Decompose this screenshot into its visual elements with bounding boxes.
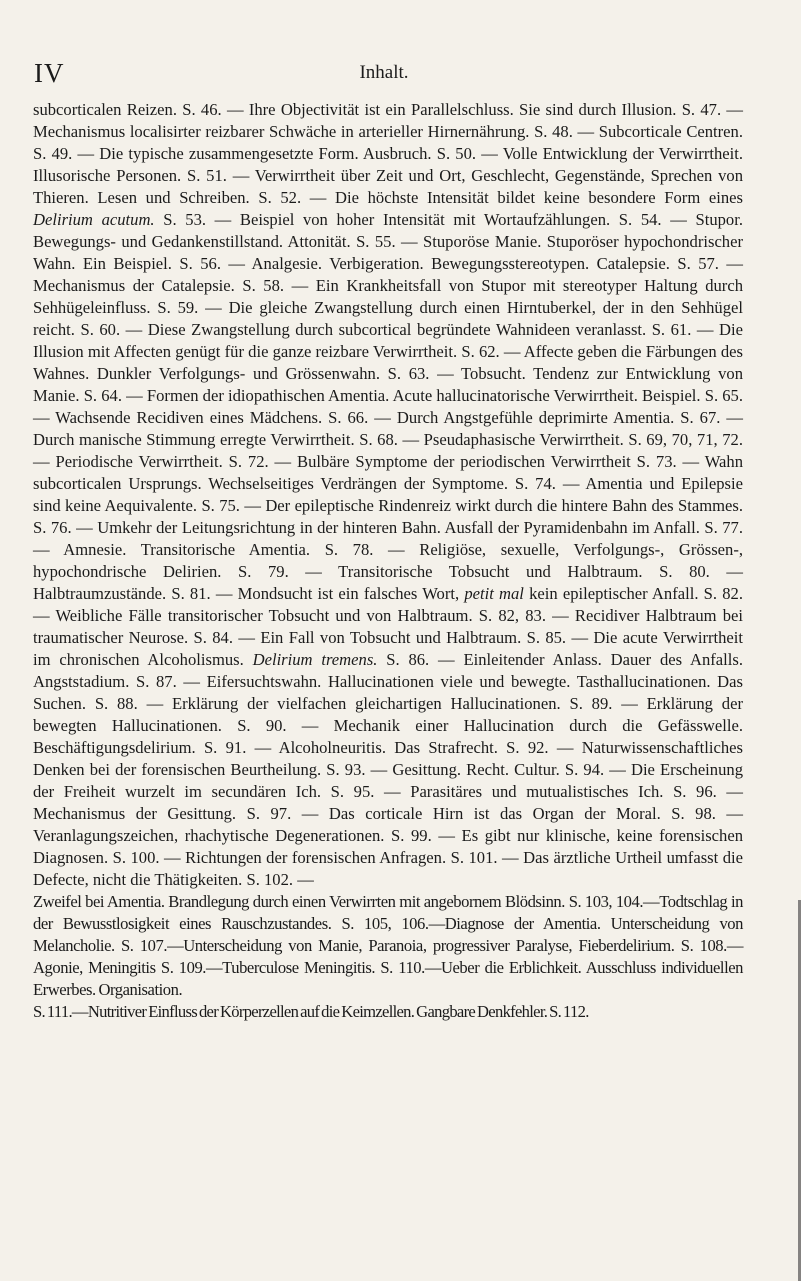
italic-term-delirium-tremens: Delirium tremens. xyxy=(252,650,378,669)
contents-last-line xyxy=(33,1001,743,1023)
contents-paragraph-compressed xyxy=(33,891,743,1001)
italic-term-petit-mal: petit mal xyxy=(464,584,524,603)
running-head: Inhalt. xyxy=(359,62,409,83)
table-of-contents-text xyxy=(33,99,743,1023)
contents-paragraph xyxy=(33,99,743,891)
contents-text-4: S. 86. — Einleitender Anlass. Dauer des Anfalls. Angststadium. S. 87. — Eifersuchtswahn. Hallucinationen viele und bewegte. Tasthallucinationen. Das Suchen. S. 88. — Erklärung der vielfachen gleichartigen Hallucinationen. S. 89. — Erklärung der bewegten Hallucinationen. S. 90. — Mechanik einer Hallucination durch die Gefässwelle. Beschäftigungsdelirium. S. 91. — Alcoholneuritis. Das Strafrecht. S. 92. — Naturwissenschaftliches Denken bei der forensischen Beurtheilung. S. 93. — Gesittung. Recht. Cultur. S. 94. — Die Erscheinung der Freiheit wurzelt im secundären Ich. S. 95. — Parasitäres und mutualistisches Ich. S. 96. — Mechanismus der Gesittung. S. 97. — Das corticale Hirn ist das Organ der Moral. S. 98. — Veranlagungszeichen, rhachytische Degenerationen. S. 99. — Es gibt nur klinische, keine forensischen Diagnosen. S. 100. — Richtungen der forensischen Anfragen. S. 101. — Das ärztliche Urtheil umfasst die Defecte, nicht die Thätigkeiten. S. 102. — xyxy=(33,650,743,889)
contents-text-2: S. 53. — Beispiel von hoher Intensität mit Wortaufzählungen. S. 54. — Stupor. Bewegungs- und Gedankenstillstand. Attonität. S. 55. — Stuporöse Manie. Stuporöser hypochondrischer Wahn. Ein Beispiel. S. 56. — Analgesie. Verbigeration. Bewegungsstereotypen. Catalepsie. S. 57. — Mechanismus der Catalepsie. S. 58. — Ein Krankheitsfall von Stupor mit stereotyper Haltung durch Sehhügeleinfluss. S. 59. — Die gleiche Zwangstellung durch einen Hirntuberkel, der in den Sehhügel reicht. S. 60. — Diese Zwangstellung durch subcortical begründete Wahnideen veranlasst. S. 61. — Die Illusion mit Affecten genügt für die ganze reizbare Verwirrtheit. S. 62. — Affecte geben die Färbungen des Wahnes. Dunkler Verfolgungs- und Grössenwahn. S. 63. — Tobsucht. Tendenz zur Entwicklung von Manie. S. 64. — Formen der idiopathischen Amentia. Acute hallucinatorische Verwirrtheit. Beispiel. S. 65. — Wachsende Recidiven eines Mädchens. S. 66. — Durch Angstgefühle deprimirte Amentia. S. 67. — Durch manische Stimmung erregte Verwirrtheit. S. 68. — Pseudaphasische Verwirrtheit. S. 69, 70, 71, 72. — Periodische Verwirrtheit. S. 72. — Bulbäre Symptome der periodischen Verwirrtheit S. 73. — Wahn subcorticalen Ursprungs. Wechselseitiges Verdrängen der Symptome. S. 74. — Amentia und Epilepsie sind keine Aequivalente. S. 75. — Der epileptische Rindenreiz wirkt durch die hintere Bahn des Stammes. S. 76. — Umkehr der Leitungsrichtung in der hinteren Bahn. Ausfall der Pyramidenbahn im Anfall. S. 77. — Amnesie. Transitorische Amentia. S. 78. — Religiöse, sexuelle, Verfolgungs-, Grössen-, hypochondrische Delirien. S. 79. — Transitorische Tobsucht und Halbtraum. S. 80. — Halbtraumzustände. S. 81. — Mondsucht ist ein falsches Wort, xyxy=(33,210,743,603)
italic-term-delirium-acutum: Delirium acutum. xyxy=(33,210,155,229)
page-header xyxy=(34,58,774,88)
contents-text-1: subcorticalen Reizen. S. 46. — Ihre Objectivität ist ein Parallelschluss. Sie sind durch Illusion. S. 47. — Mechanismus localisirter reizbarer Schwäche in arterieller Hirnernährung. S. 48. — Subcorticale Centren. S. 49. — Die typische zusammengesetzte Form. Ausbruch. S. 50. — Volle Entwicklung der Verwirrtheit. Illusorische Personen. S. 51. — Verwirrtheit über Zeit und Ort, Geschlecht, Gegenstände, Sprechen von Thieren. Lesen und Schreiben. S. 52. — Die höchste Intensität bildet keine besondere Form eines xyxy=(33,100,743,207)
contents-text-3: kein epileptischer Anfall. S. 82. — Weibliche Fälle transitorischer Tobsucht und von Halbtraum. S. 82, 83. — Recidiver Halbtraum bei traumatischer Neurose. S. 84. — Ein Fall von Tobsucht und Halbtraum. S. 85. — Die acute Verwirrtheit im chronischen Alcoholismus. xyxy=(33,584,743,669)
contents-text-6: S. 111.—Nutritiver Einfluss der Körperzellen auf die Keimzellen. Gangbare Denkfehler. S. 112. xyxy=(33,1002,589,1021)
contents-text-5: Zweifel bei Amentia. Brandlegung durch einen Verwirrten mit angebornem Blödsinn. S. 103, 104.—Todtschlag in der Bewusstlosigkeit eines Rauschzustandes. S. 105, 106.—Diagnose der Amentia. Unterscheidung von Melancholie. S. 107.—Unterscheidung von Manie, Paranoia, progressiver Paralyse, Fieberdelirium. S. 108.—Agonie, Meningitis S. 109.—Tuberculose Meningitis. S. 110.—Ueber die Erblichkeit. Ausschluss individuellen Erwerbes. Organisation. xyxy=(33,892,743,999)
page-number: IV xyxy=(34,58,65,88)
